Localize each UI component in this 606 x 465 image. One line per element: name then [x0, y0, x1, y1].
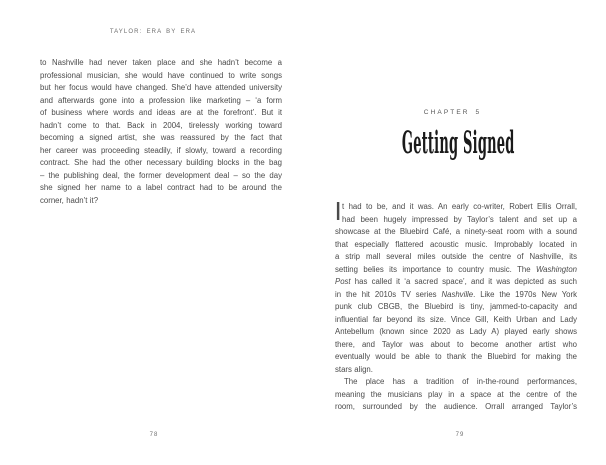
text-line: but her focus would have changed. She’d have attended university: [40, 83, 282, 92]
paragraph-1: [334, 196, 578, 376]
page-number-right: 79: [455, 432, 465, 438]
text-line: to Nashville had never taken place and she hadn’t become a: [40, 58, 282, 67]
page-number-left: 78: [149, 432, 159, 438]
text-line: meaning the musicians play in a space at the centre of the: [335, 389, 577, 399]
text-line: room, surrounded by the audience. Orrall arranged Taylor’s: [335, 402, 577, 411]
text-line: her career was proceeding steadily, if slowly, toward a recording: [40, 145, 282, 155]
text-line: Antebellum (known since 2020 as Lady A) played early shows: [335, 327, 577, 336]
text-line: and afterwards gone into a profession like marketing – ‘a form: [40, 95, 282, 105]
chapter-title: Getting Signed: [401, 125, 515, 161]
right-page-text: [334, 196, 578, 414]
text-line: The place has a tradition of in-the-round performances,: [344, 377, 577, 386]
chapter-label: CHAPTER 5: [423, 109, 482, 116]
text-line: t had to be, and it was. An early co-writer, Robert Ellis Orrall,: [342, 202, 577, 211]
text-line: had been hugely impressed by Taylor’s talent and set up a: [342, 214, 577, 224]
text-line: hadn’t come to that. Back in 2004, tirelessly working toward: [40, 120, 282, 130]
text-line: professional musician, she would have continued to write songs: [40, 70, 282, 80]
text-line: she signed her name to a label contract had to be around the: [40, 183, 282, 192]
left-page-text: [40, 57, 282, 207]
text-line: there, and Taylor was about to become another artist who: [335, 339, 577, 349]
drop-cap: I: [334, 196, 342, 226]
text-line: in the hit 2010s TV series Nashville. Like the 1970s New York: [335, 289, 578, 299]
text-line: a strip mall several miles outside the centre of Nashville, its: [335, 252, 577, 261]
text-line: setting belies its importance to country music. The Washington: [335, 264, 577, 274]
text-line: stars align.: [335, 364, 373, 374]
text-line: corner, hadn’t it?: [40, 195, 99, 205]
paragraph-2: [335, 376, 577, 414]
text-line: eventually would be able to thank the Bluebird for making the: [335, 352, 577, 361]
text-line: Post has called it ‘a sacred space’, and it was depicted as such: [335, 277, 577, 286]
text-line: of business where words and ideas are at the forefront’. But it: [40, 108, 282, 117]
text-line: contract. She had the other necessary building blocks in the bag: [40, 158, 282, 167]
text-line: punk club CBGB, the Bluebird is tiny, jammed-to-capacity and: [335, 302, 577, 311]
text-line: that especially flattered acoustic music. Improbably located in: [335, 239, 577, 249]
running-header: TAYLOR: ERA BY ERA: [109, 29, 197, 35]
text-line: becoming a signed artist, she was reassured by the fact that: [40, 133, 282, 142]
text-line: influential far beyond its size. Vince Gill, Keith Urban and Lady: [335, 314, 577, 324]
text-line: showcase at the Bluebird Café, a ninety-seat room with a sound: [335, 227, 577, 236]
text-line: – the publishing deal, the former development deal – so the day: [40, 170, 282, 180]
